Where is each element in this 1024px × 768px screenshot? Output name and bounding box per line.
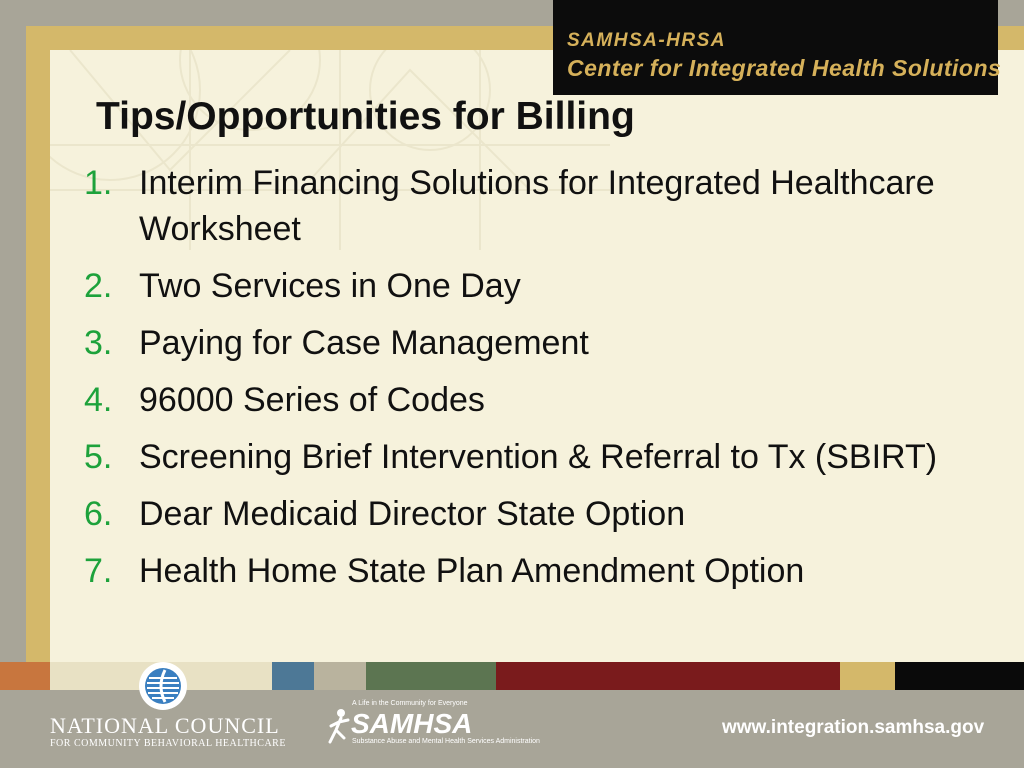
list-text: Paying for Case Management <box>139 324 589 362</box>
list-text: 96000 Series of Codes <box>139 381 485 419</box>
stripe-tan <box>314 662 366 690</box>
left-border <box>0 0 26 664</box>
list-item <box>84 263 984 309</box>
list-number: 2. <box>84 267 113 305</box>
list-number: 7. <box>84 552 113 590</box>
website-url: www.integration.samhsa.gov <box>722 717 985 738</box>
national-council-name: NATIONAL COUNCIL <box>50 713 280 738</box>
list-number: 5. <box>84 438 113 476</box>
list-number: 1. <box>84 164 113 202</box>
stripe-blue <box>272 662 314 690</box>
stripe-gold <box>840 662 895 690</box>
list-item <box>84 434 984 480</box>
samhsa-figure-icon <box>328 708 350 744</box>
list-number: 6. <box>84 495 113 533</box>
list-number: 3. <box>84 324 113 362</box>
list-number: 4. <box>84 381 113 419</box>
list-item <box>84 320 984 366</box>
list-text: Screening Brief Intervention & Referral to Tx (SBIRT) <box>139 438 938 476</box>
stripe-black <box>895 662 1024 690</box>
national-council-subtitle: FOR COMMUNITY BEHAVIORAL HEALTHCARE <box>50 738 286 749</box>
list-text: Dear Medicaid Director State Option <box>139 495 686 533</box>
samhsa-name: SAMHSA <box>351 708 473 739</box>
list-text: Health Home State Plan Amendment Option <box>139 552 805 590</box>
billing-tips-list <box>84 160 984 605</box>
banner-line2: Center for Integrated Health Solutions <box>567 55 1002 81</box>
samhsa-subtitle: Substance Abuse and Mental Health Services Administration <box>352 738 540 745</box>
samhsa-tagline: A Life in the Community for Everyone <box>352 700 468 707</box>
stripe-red <box>496 662 840 690</box>
list-item <box>84 548 984 594</box>
slide-title: Tips/Opportunities for Billing <box>96 95 635 138</box>
list-item <box>84 160 984 252</box>
list-item <box>84 491 984 537</box>
stripe-green <box>366 662 496 690</box>
list-text: Interim Financing Solutions for Integrated Healthcare Worksheet <box>139 164 935 248</box>
stripe-orange <box>0 662 50 690</box>
list-item <box>84 377 984 423</box>
banner-line1: SAMHSA-HRSA <box>567 30 726 51</box>
national-council-logo-icon <box>139 662 187 710</box>
list-text: Two Services in One Day <box>139 267 521 305</box>
